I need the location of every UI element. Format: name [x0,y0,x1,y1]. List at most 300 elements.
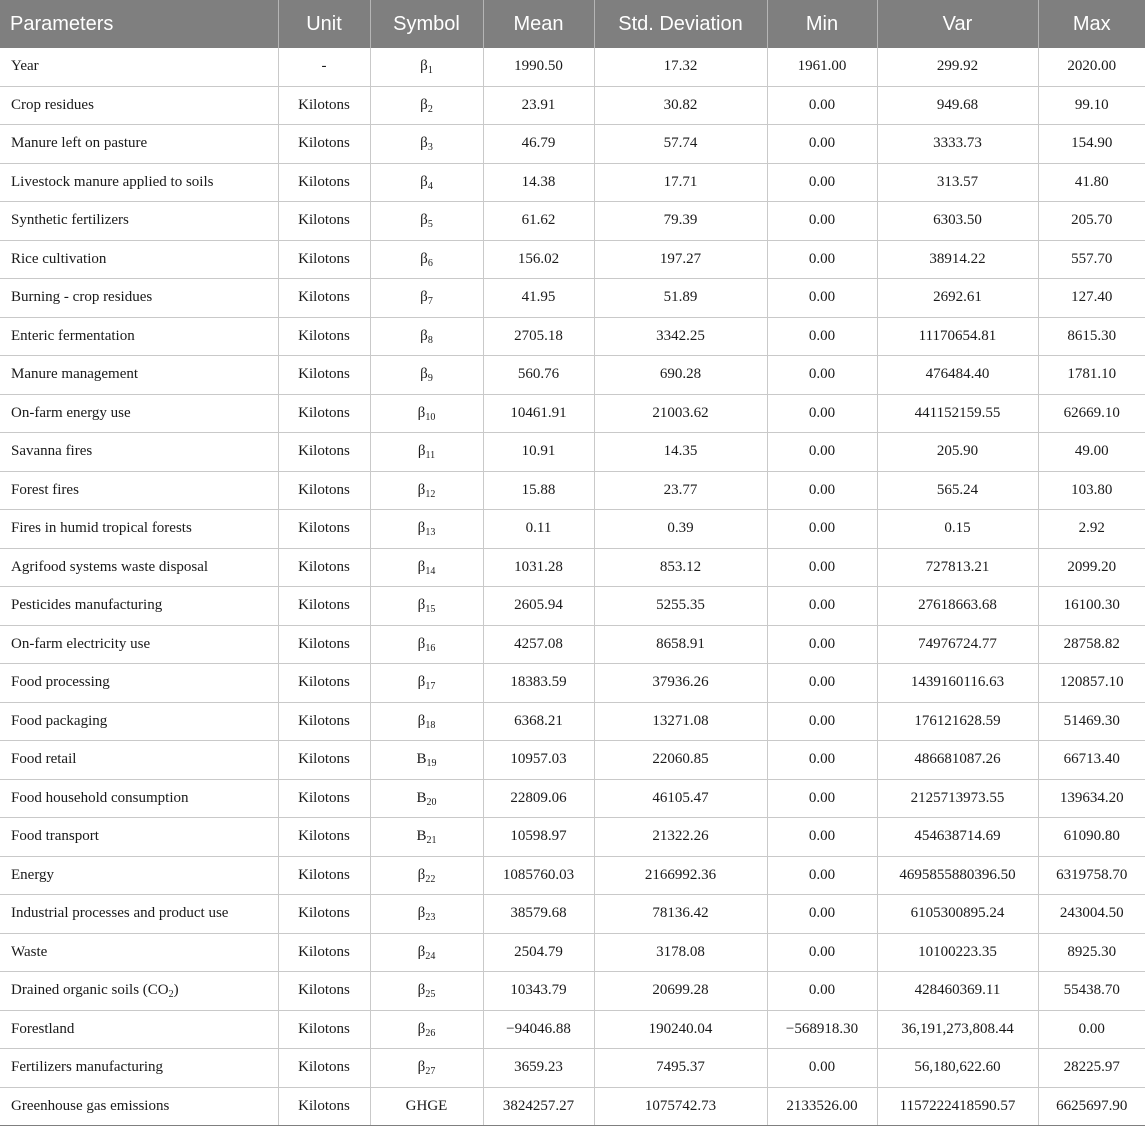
max-cell: 154.90 [1038,125,1145,164]
std-deviation-cell: 690.28 [594,356,767,395]
std-deviation-cell: 853.12 [594,548,767,587]
symbol-text: β [420,135,428,152]
max-cell: 243004.50 [1038,895,1145,934]
table-row [0,48,1145,86]
header-symbol: Symbol [370,0,483,48]
var-cell: 299.92 [877,48,1038,86]
symbol-subscript: 10 [425,411,436,423]
symbol-subscript: 15 [425,604,436,616]
symbol-text: B [416,751,427,768]
max-cell: 49.00 [1038,433,1145,472]
symbol-subscript: 9 [427,373,433,385]
symbol-subscript: 4 [427,180,433,192]
header-row [0,0,1145,48]
symbol-subscript: 13 [425,527,436,539]
parameter-cell: Savanna fires [0,433,278,472]
symbol-subscript: 21 [426,835,437,847]
header-std-deviation: Std. Deviation [594,0,767,48]
unit-cell: Kilotons [278,587,370,626]
parameter-cell: Agrifood systems waste disposal [0,548,278,587]
var-cell: 10100223.35 [877,933,1038,972]
var-cell: 428460369.11 [877,972,1038,1011]
symbol-cell [370,317,483,356]
symbol-cell [370,1087,483,1126]
std-deviation-cell: 20699.28 [594,972,767,1011]
std-deviation-cell: 0.39 [594,510,767,549]
min-cell: 0.00 [767,779,877,818]
min-cell: 0.00 [767,664,877,703]
min-cell: 2133526.00 [767,1087,877,1126]
min-cell: 0.00 [767,818,877,857]
var-cell: 441152159.55 [877,394,1038,433]
parameter-cell: Food processing [0,664,278,703]
parameter-cell: Manure management [0,356,278,395]
unit-cell: Kilotons [278,1049,370,1088]
mean-cell: 6368.21 [483,702,594,741]
symbol-subscript: 3 [427,142,433,154]
table-row [0,779,1145,818]
parameter-tail: ) [173,982,179,999]
max-cell: 55438.70 [1038,972,1145,1011]
parameter-cell: Greenhouse gas emissions [0,1087,278,1126]
symbol-cell [370,394,483,433]
symbol-cell [370,664,483,703]
min-cell: 0.00 [767,356,877,395]
var-cell: 1439160116.63 [877,664,1038,703]
symbol-subscript: 12 [425,488,436,500]
parameter-cell: On-farm electricity use [0,625,278,664]
max-cell: 103.80 [1038,471,1145,510]
header-unit: Unit [278,0,370,48]
mean-cell: 61.62 [483,202,594,241]
symbol-text: β [417,943,426,960]
min-cell: 0.00 [767,163,877,202]
symbol-subscript: 24 [425,950,436,962]
parameter-cell: Energy [0,856,278,895]
std-deviation-cell: 78136.42 [594,895,767,934]
symbol-text: β [417,866,426,883]
symbol-text: β [420,58,428,75]
table-row [0,1049,1145,1088]
max-cell: 61090.80 [1038,818,1145,857]
table-row [0,548,1145,587]
mean-cell: 3824257.27 [483,1087,594,1126]
mean-cell: 10461.91 [483,394,594,433]
std-deviation-cell: 8658.91 [594,625,767,664]
symbol-cell [370,856,483,895]
var-cell: 176121628.59 [877,702,1038,741]
max-cell: 28225.97 [1038,1049,1145,1088]
var-cell: 3333.73 [877,125,1038,164]
symbol-text: β [417,481,426,498]
symbol-text: β [420,96,428,113]
unit-cell: Kilotons [278,933,370,972]
unit-cell: Kilotons [278,548,370,587]
max-cell: 127.40 [1038,279,1145,318]
header-parameters: Parameters [0,0,278,48]
var-cell: 38914.22 [877,240,1038,279]
max-cell: 2020.00 [1038,48,1145,86]
max-cell: 2.92 [1038,510,1145,549]
mean-cell: 3659.23 [483,1049,594,1088]
symbol-text: β [417,1020,426,1037]
min-cell: 0.00 [767,702,877,741]
min-cell: 0.00 [767,433,877,472]
mean-cell: 156.02 [483,240,594,279]
mean-cell: 10957.03 [483,741,594,780]
unit-cell: Kilotons [278,818,370,857]
min-cell: 0.00 [767,240,877,279]
var-cell: 0.15 [877,510,1038,549]
max-cell: 0.00 [1038,1010,1145,1049]
std-deviation-cell: 79.39 [594,202,767,241]
symbol-text: β [417,597,426,614]
parameter-cell: Fires in humid tropical forests [0,510,278,549]
unit-cell: Kilotons [278,856,370,895]
max-cell: 62669.10 [1038,394,1145,433]
mean-cell: 2504.79 [483,933,594,972]
unit-cell: Kilotons [278,741,370,780]
unit-cell: Kilotons [278,702,370,741]
parameter-cell: Fertilizers manufacturing [0,1049,278,1088]
table-row [0,471,1145,510]
symbol-subscript: 25 [425,989,436,1001]
symbol-subscript: 19 [426,758,437,770]
std-deviation-cell: 3178.08 [594,933,767,972]
parameter-cell [0,972,278,1011]
std-deviation-cell: 1075742.73 [594,1087,767,1126]
table-row [0,856,1145,895]
symbol-text: β [420,212,428,229]
symbol-text: β [417,558,426,575]
table-row [0,1087,1145,1126]
max-cell: 1781.10 [1038,356,1145,395]
std-deviation-cell: 3342.25 [594,317,767,356]
table-row [0,972,1145,1011]
symbol-text: β [420,173,428,190]
symbol-cell [370,548,483,587]
parameter-cell: Enteric fermentation [0,317,278,356]
var-cell: 4695855880396.50 [877,856,1038,895]
var-cell: 2692.61 [877,279,1038,318]
mean-cell: 1990.50 [483,48,594,86]
mean-cell: 15.88 [483,471,594,510]
table-row [0,818,1145,857]
var-cell: 6105300895.24 [877,895,1038,934]
table-row [0,510,1145,549]
mean-cell: 1085760.03 [483,856,594,895]
parameter-cell: Pesticides manufacturing [0,587,278,626]
symbol-subscript: 27 [425,1066,436,1078]
parameter-cell: Crop residues [0,86,278,125]
std-deviation-cell: 190240.04 [594,1010,767,1049]
min-cell: −568918.30 [767,1010,877,1049]
std-deviation-cell: 21322.26 [594,818,767,857]
unit-cell: Kilotons [278,1010,370,1049]
parameter-cell: Forest fires [0,471,278,510]
mean-cell: 0.11 [483,510,594,549]
var-cell: 36,191,273,808.44 [877,1010,1038,1049]
symbol-subscript: 2 [427,103,433,115]
symbol-text: β [420,250,428,267]
symbol-cell [370,972,483,1011]
mean-cell: 560.76 [483,356,594,395]
std-deviation-cell: 5255.35 [594,587,767,626]
std-deviation-cell: 14.35 [594,433,767,472]
unit-cell: Kilotons [278,779,370,818]
std-deviation-cell: 37936.26 [594,664,767,703]
parameter-subscript: 2 [168,989,174,1001]
min-cell: 0.00 [767,279,877,318]
symbol-cell [370,356,483,395]
symbol-subscript: 16 [425,642,436,654]
symbol-cell [370,933,483,972]
min-cell: 0.00 [767,741,877,780]
symbol-cell [370,895,483,934]
symbol-cell [370,741,483,780]
symbol-subscript: 23 [425,912,436,924]
max-cell: 28758.82 [1038,625,1145,664]
table-row [0,356,1145,395]
var-cell: 565.24 [877,471,1038,510]
symbol-text: β [417,443,426,460]
unit-cell: Kilotons [278,163,370,202]
parameter-cell: Food household consumption [0,779,278,818]
table-row [0,625,1145,664]
symbol-subscript: 26 [425,1027,436,1039]
unit-cell: Kilotons [278,240,370,279]
min-cell: 0.00 [767,317,877,356]
min-cell: 1961.00 [767,48,877,86]
symbol-cell [370,125,483,164]
parameter-cell: Food packaging [0,702,278,741]
unit-cell: Kilotons [278,356,370,395]
unit-cell: Kilotons [278,394,370,433]
std-deviation-cell: 13271.08 [594,702,767,741]
max-cell: 66713.40 [1038,741,1145,780]
min-cell: 0.00 [767,972,877,1011]
symbol-text: β [417,674,426,691]
unit-cell: Kilotons [278,279,370,318]
table-row [0,317,1145,356]
min-cell: 0.00 [767,202,877,241]
symbol-cell [370,510,483,549]
symbol-subscript: 17 [425,681,436,693]
symbol-subscript: 8 [427,334,433,346]
max-cell: 2099.20 [1038,548,1145,587]
std-deviation-cell: 57.74 [594,125,767,164]
unit-cell: Kilotons [278,125,370,164]
parameter-cell: Industrial processes and product use [0,895,278,934]
var-cell: 27618663.68 [877,587,1038,626]
table-row [0,664,1145,703]
unit-cell: Kilotons [278,895,370,934]
var-cell: 2125713973.55 [877,779,1038,818]
var-cell: 56,180,622.60 [877,1049,1038,1088]
parameter-text: Drained organic soils (CO [11,982,169,999]
unit-cell: Kilotons [278,1087,370,1126]
mean-cell: 22809.06 [483,779,594,818]
std-deviation-cell: 7495.37 [594,1049,767,1088]
symbol-text: β [417,982,426,999]
table-row [0,1010,1145,1049]
symbol-subscript: 1 [427,65,433,77]
mean-cell: 23.91 [483,86,594,125]
max-cell: 51469.30 [1038,702,1145,741]
table-row [0,702,1145,741]
table-row [0,587,1145,626]
max-cell: 6625697.90 [1038,1087,1145,1126]
symbol-cell [370,1010,483,1049]
parameter-cell: Manure left on pasture [0,125,278,164]
unit-cell: Kilotons [278,433,370,472]
min-cell: 0.00 [767,1049,877,1088]
var-cell: 476484.40 [877,356,1038,395]
unit-cell: Kilotons [278,471,370,510]
std-deviation-cell: 197.27 [594,240,767,279]
table-row [0,895,1145,934]
mean-cell: 46.79 [483,125,594,164]
parameter-cell: On-farm energy use [0,394,278,433]
var-cell: 1157222418590.57 [877,1087,1038,1126]
mean-cell: 38579.68 [483,895,594,934]
symbol-subscript: 6 [427,257,433,269]
std-deviation-cell: 46105.47 [594,779,767,818]
max-cell: 8925.30 [1038,933,1145,972]
parameter-cell: Food transport [0,818,278,857]
min-cell: 0.00 [767,933,877,972]
symbol-text: β [420,366,428,383]
min-cell: 0.00 [767,394,877,433]
symbol-text: β [417,404,426,421]
var-cell: 11170654.81 [877,317,1038,356]
symbol-subscript: 20 [426,796,437,808]
unit-cell: Kilotons [278,317,370,356]
min-cell: 0.00 [767,548,877,587]
symbol-subscript: 22 [425,873,436,885]
max-cell: 120857.10 [1038,664,1145,703]
symbol-text: β [417,905,426,922]
symbol-cell [370,48,483,86]
parameter-cell: Rice cultivation [0,240,278,279]
min-cell: 0.00 [767,625,877,664]
std-deviation-cell: 17.32 [594,48,767,86]
std-deviation-cell: 22060.85 [594,741,767,780]
max-cell: 41.80 [1038,163,1145,202]
symbol-cell [370,702,483,741]
mean-cell: 10343.79 [483,972,594,1011]
unit-cell: Kilotons [278,202,370,241]
std-deviation-cell: 23.77 [594,471,767,510]
mean-cell: 10.91 [483,433,594,472]
var-cell: 727813.21 [877,548,1038,587]
var-cell: 74976724.77 [877,625,1038,664]
unit-cell: Kilotons [278,510,370,549]
min-cell: 0.00 [767,125,877,164]
symbol-cell [370,818,483,857]
unit-cell: - [278,48,370,86]
symbol-subscript: 14 [425,565,436,577]
table-row [0,741,1145,780]
min-cell: 0.00 [767,895,877,934]
table-row [0,163,1145,202]
symbol-subscript: 5 [427,219,433,231]
symbol-text: B [416,828,427,845]
mean-cell: 10598.97 [483,818,594,857]
symbol-text: β [417,1059,426,1076]
symbol-cell [370,587,483,626]
symbol-subscript: 11 [425,450,436,462]
symbol-text: β [417,635,426,652]
var-cell: 949.68 [877,86,1038,125]
mean-cell: 18383.59 [483,664,594,703]
symbol-cell [370,202,483,241]
table-row [0,86,1145,125]
var-cell: 205.90 [877,433,1038,472]
symbol-text: β [417,712,426,729]
unit-cell: Kilotons [278,972,370,1011]
table-row [0,240,1145,279]
mean-cell: 2605.94 [483,587,594,626]
mean-cell: 2705.18 [483,317,594,356]
std-deviation-cell: 17.71 [594,163,767,202]
min-cell: 0.00 [767,587,877,626]
symbol-text: GHGE [405,1097,448,1114]
max-cell: 6319758.70 [1038,856,1145,895]
symbol-cell [370,471,483,510]
symbol-cell [370,625,483,664]
std-deviation-cell: 51.89 [594,279,767,318]
max-cell: 205.70 [1038,202,1145,241]
mean-cell: 1031.28 [483,548,594,587]
parameter-cell: Forestland [0,1010,278,1049]
mean-cell: 41.95 [483,279,594,318]
max-cell: 8615.30 [1038,317,1145,356]
table-row [0,394,1145,433]
min-cell: 0.00 [767,86,877,125]
unit-cell: Kilotons [278,625,370,664]
symbol-cell [370,279,483,318]
var-cell: 313.57 [877,163,1038,202]
max-cell: 139634.20 [1038,779,1145,818]
max-cell: 557.70 [1038,240,1145,279]
symbol-cell [370,779,483,818]
min-cell: 0.00 [767,856,877,895]
unit-cell: Kilotons [278,86,370,125]
parameter-cell: Livestock manure applied to soils [0,163,278,202]
symbol-cell [370,240,483,279]
table-row [0,933,1145,972]
std-deviation-cell: 21003.62 [594,394,767,433]
symbol-cell [370,163,483,202]
symbol-cell [370,86,483,125]
mean-cell: −94046.88 [483,1010,594,1049]
unit-cell: Kilotons [278,664,370,703]
max-cell: 99.10 [1038,86,1145,125]
std-deviation-cell: 2166992.36 [594,856,767,895]
std-deviation-cell: 30.82 [594,86,767,125]
parameter-cell: Burning - crop residues [0,279,278,318]
parameter-cell: Year [0,48,278,86]
header-min: Min [767,0,877,48]
header-max: Max [1038,0,1145,48]
symbol-cell [370,433,483,472]
parameter-cell: Synthetic fertilizers [0,202,278,241]
parameter-cell: Waste [0,933,278,972]
table-row [0,433,1145,472]
mean-cell: 14.38 [483,163,594,202]
mean-cell: 4257.08 [483,625,594,664]
